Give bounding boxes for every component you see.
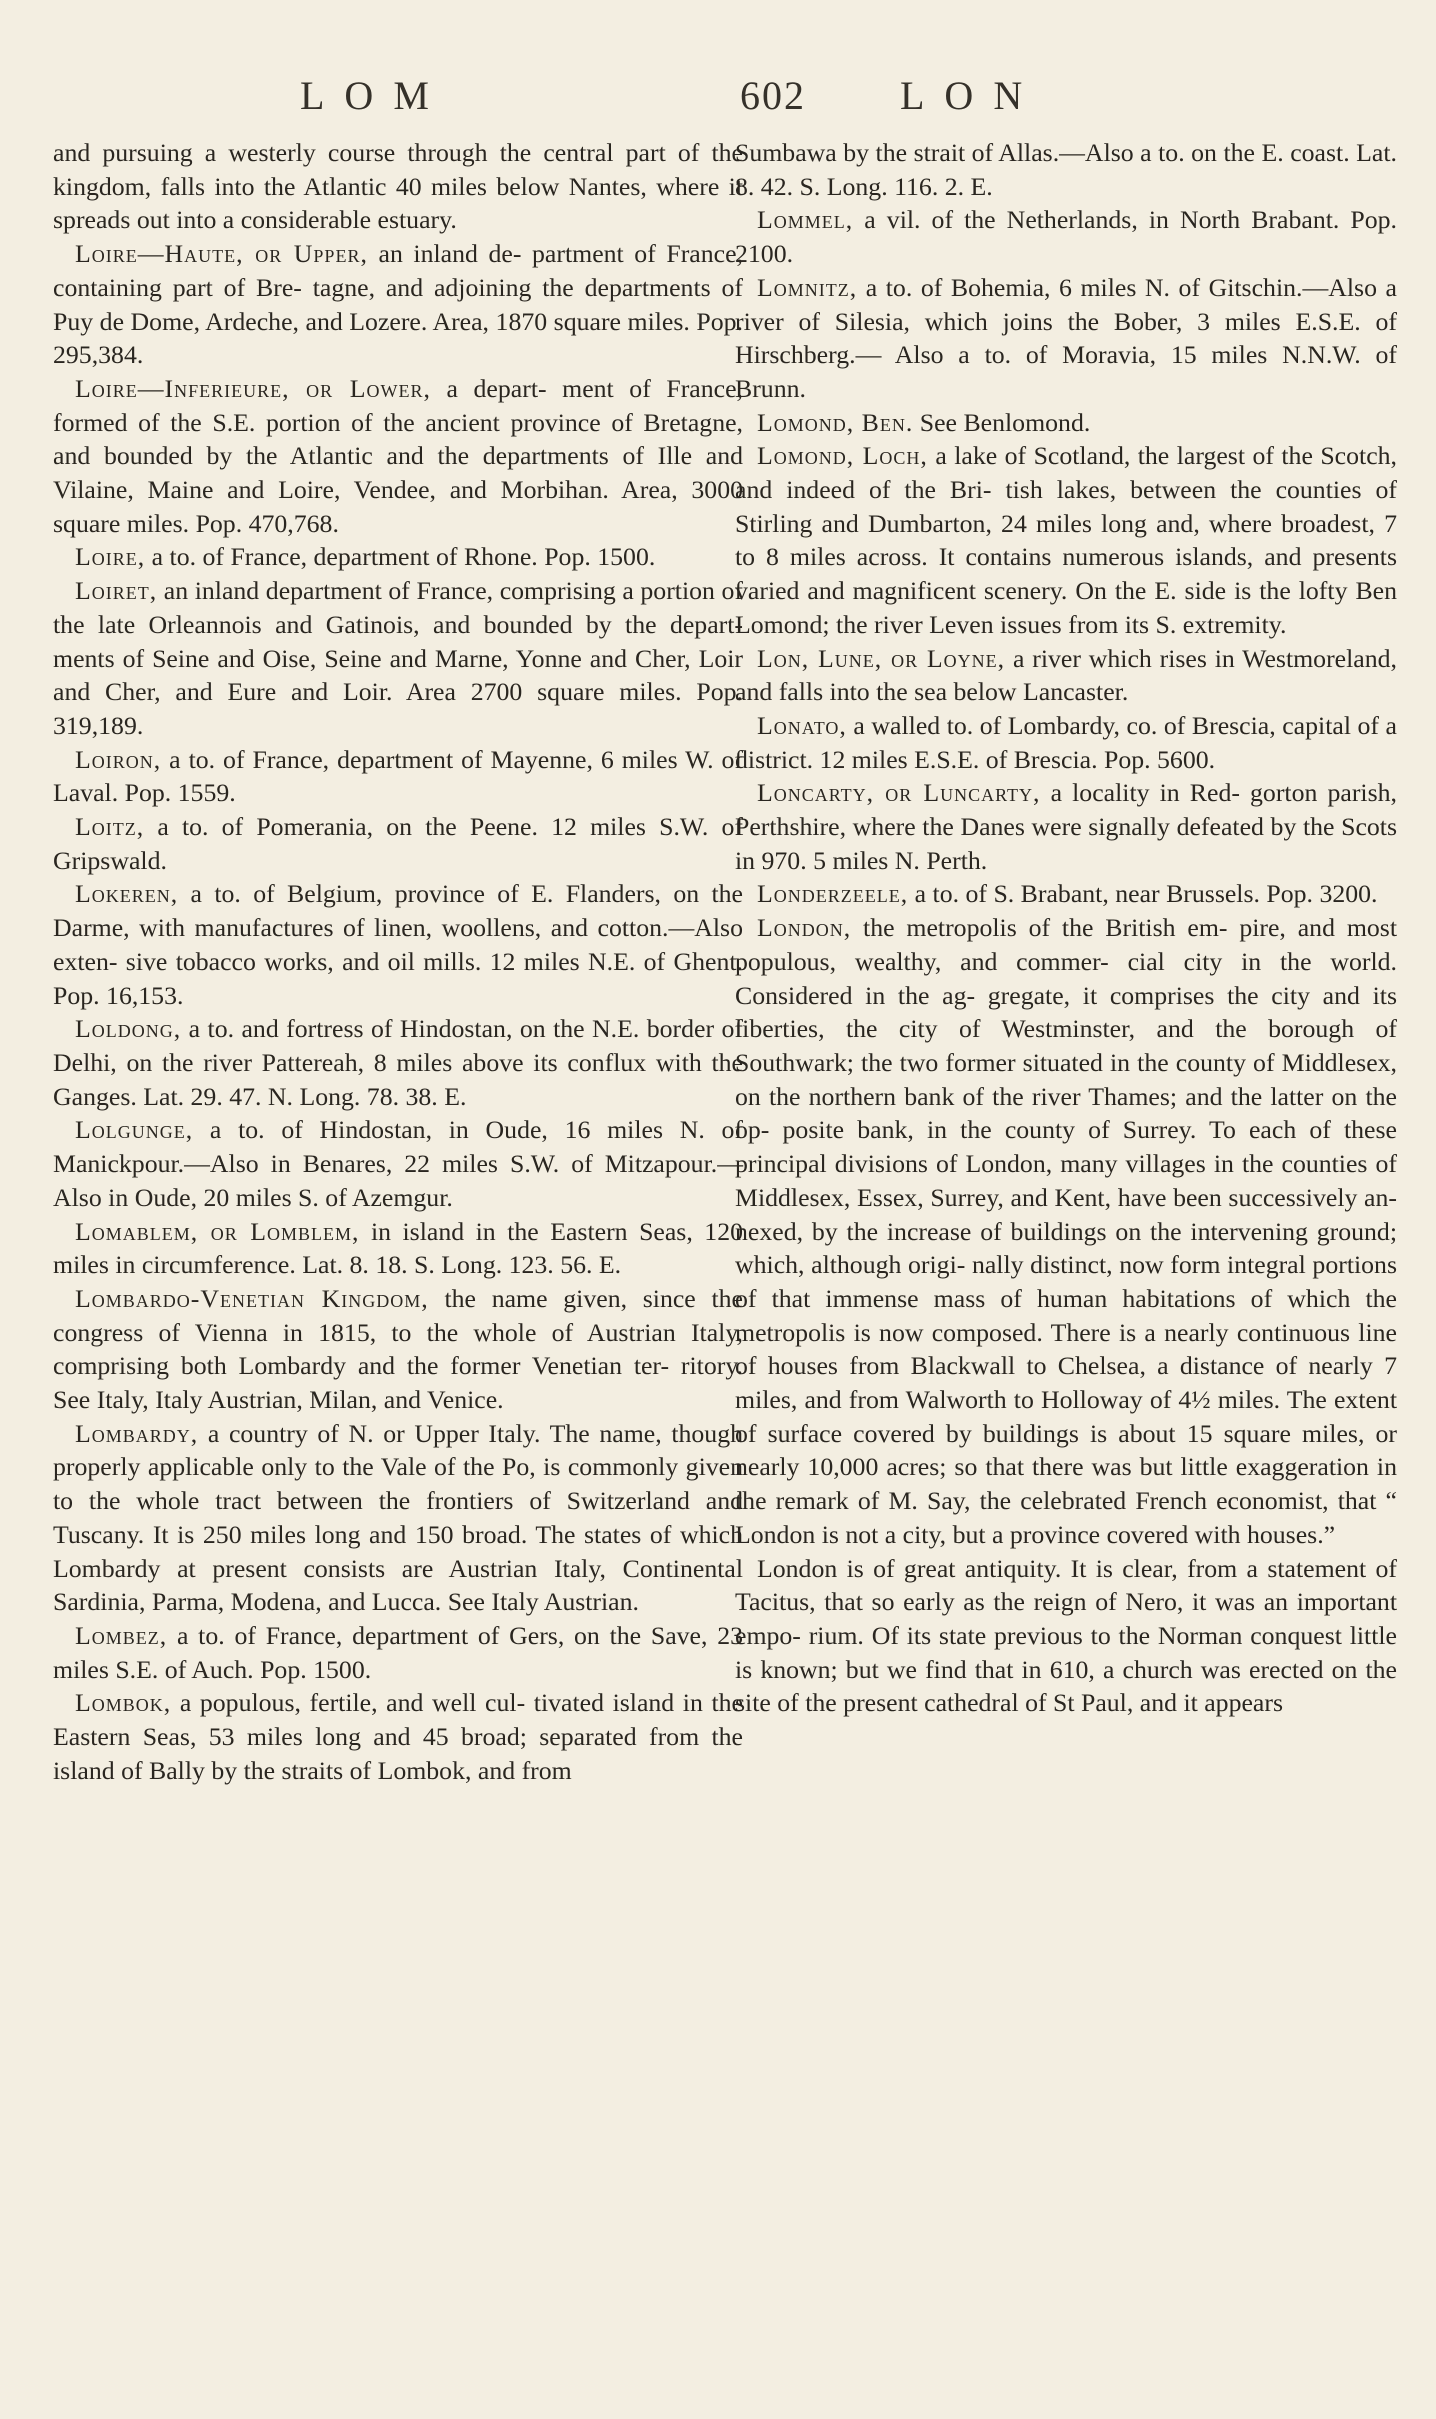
running-head-right: LON [900,73,1043,118]
dictionary-entry [53,1282,743,1417]
entry-text: London is of great antiquity. It is clear, from a statement of Tacitus, that so early as the reign of Nero, it was an important empo- rium. Of its state previous to the Norman conquest little is known; but we find that in 610, a church was erected on the site of the present cathedral of St Paul, and it appears [735,1553,1397,1718]
dictionary-entry [735,203,1397,270]
dictionary-entry [735,911,1397,1551]
entry-headword: Lommel, [757,205,854,235]
entry-headword: Loire, [75,542,146,572]
entry-text: a to. of Hindostan, in Oude, 16 miles N. of Manickpour.—Also in Benares, 22 miles S.W. of Mitzapour.—Also in Oude, 20 miles S. of Azemgur. [53,1115,743,1212]
entry-headword: Lombez, [75,1620,168,1650]
entry-text: and pursuing a westerly course through the central part of the kingdom, falls into the Atlantic 40 miles below Nantes, where it spreads out into a considerable estuary. [53,138,743,235]
entry-text: a to. of France, department of Gers, on the Save, 23 miles S.E. of Auch. Pop. 1500. [53,1620,743,1684]
entry-text: a vil. of the Netherlands, in North Brabant. Pop. 2100. [735,205,1397,269]
entry-headword: Lomnitz, [757,272,858,302]
entry-text: a river which rises in Westmoreland, and falls into the sea below Lancaster. [735,643,1397,707]
entry-text: the metropolis of the British em- pire, and most populous, wealthy, and commer- cial city in the world. Considered in the ag- gregate, it comprises the city and its liberties, the city of Westminster, and the borough of Southwark; the two former situated in the county of Middlesex, on the northern bank of the river Thames; and the latter on the op- posite bank, in the county of Surrey. To each of these principal divisions of London, many villages in the counties of Middlesex, Essex, Surrey, and Kent, have been successively an- nexed, by the increase of buildings on the intervening ground; which, although origi- nally distinct, now form integral portions of that immense mass of human habitations of which the metropolis is now composed. There is a nearly continuous line of houses from Blackwall to Chelsea, a distance of nearly 7 miles, and from Walworth to Holloway of 4½ miles. The extent of surface covered by buildings is about 15 square miles, or nearly 10,000 acres; so that there was but little exaggeration in the remark of M. Say, the celebrated French economist, that “ London is not a city, but a province covered with houses.” [735,913,1397,1549]
dictionary-entry [735,136,1397,203]
entry-headword: Loncarty, or Luncarty, [757,778,1041,808]
running-head-left: LOM [300,73,449,118]
dictionary-entry [53,574,743,743]
entry-text: in island in the Eastern Seas, 120 miles in circumference. Lat. 8. 18. S. Long. 123. 56. E. [53,1216,743,1280]
entry-text: a to. of Bohemia, 6 miles N. of Gitschin.—Also a river of Silesia, which joins the Bober, 3 miles E.S.E. of Hirschberg.— Also a to. of Moravia, 15 miles N.N.W. of Brunn. [735,272,1397,403]
dictionary-entry [735,877,1397,911]
entry-headword: Loiret, [75,576,158,606]
entry-text: a to. of Belgium, province of E. Flanders, on the Darme, with manufactures of linen, woollens, and cotton.—Also exten- sive tobacco works, and oil mills. 12 miles N.E. of Ghent. Pop. 16,153. [53,879,743,1010]
dictionary-entry [735,776,1397,877]
entry-text: a country of N. or Upper Italy. The name, though properly applicable only to the Vale of the Po, is commonly given to the whole tract between the frontiers of Switzerland and Tuscany. It is 250 miles long and 150 broad. The states of which Lombardy at present consists are Austrian Italy, Continental Sardinia, Parma, Modena, and Lucca. See Italy Austrian. [53,1418,743,1617]
dictionary-entry [53,810,743,877]
dictionary-entry [53,372,743,541]
entry-text: a to. of S. Brabant, near Brussels. Pop. 3200. [908,879,1378,909]
dictionary-entry [53,1113,743,1214]
right-column [735,136,1397,1720]
dictionary-entry [735,406,1397,440]
entry-text: See Benlomond. [913,407,1091,437]
dictionary-entry [735,1552,1397,1721]
entry-headword: Lokeren, [75,879,179,909]
entry-headword: Lomablem, or Lomblem, [75,1216,360,1246]
entry-headword: London, [757,913,852,943]
dictionary-entry [53,1686,743,1787]
entry-headword: Lon, Lune, or Loyne, [757,643,1006,673]
entry-text: a lake of Scotland, the largest of the Scotch, and indeed of the Bri- tish lakes, between the counties of Stirling and Dumbarton, 24 miles long and, where broadest, 7 to 8 miles across. It contains numerous islands, and presents varied and magnificent scenery. On the E. side is the lofty Ben Lomond; the river Leven issues from its S. extremity. [735,441,1397,639]
entry-text: an inland department of France, comprising a portion of the late Orleannois and Gatinois, and bounded by the depart- ments of Seine and Oise, Seine and Marne, Yonne and Cher, Loir and Cher, and Eure and Loir. Area 2700 square miles. Pop. 319,189. [53,576,743,740]
dictionary-entry [53,1215,743,1282]
entry-text: a depart- ment of France, formed of the S.E. portion of the ancient province of Bretagne, and bounded by the Atlantic and the departments of Ille and Vilaine, Maine and Loire, Vendee, and Morbihan. Area, 3000 square miles. Pop. 470,768. [53,373,743,538]
entry-headword: Loire—Inferieure, or Lower, [75,373,431,403]
dictionary-entry [53,743,743,810]
entry-headword: Lomond, Loch, [757,441,928,471]
running-head [300,72,1200,132]
dictionary-entry [53,136,743,237]
left-column [53,136,743,1787]
dictionary-entry [53,540,743,574]
entry-text: a locality in Red- gorton parish, Perthshire, where the Danes were signally defeated by the Scots in 970. 5 miles N. Perth. [735,778,1397,875]
entry-headword: Lombok, [75,1688,172,1718]
page-number: 602 [740,73,806,118]
dictionary-entry [735,642,1397,709]
dictionary-entry [735,439,1397,641]
entry-headword: Lombardo-Venetian Kingdom, [75,1283,429,1313]
entry-headword: Londerzeele, [757,879,909,909]
entry-text: an inland de- partment of France, containing part of Bre- tagne, and adjoining the departments of Puy de Dome, Ardeche, and Lozere. Area, 1870 square miles. Pop. 295,384. [53,239,743,370]
dictionary-entry [735,271,1397,406]
dictionary-entry [735,709,1397,776]
dictionary-entry [53,237,743,372]
entry-headword: Lolgunge, [75,1115,194,1145]
entry-headword: Loiron, [75,744,162,774]
entry-headword: Lombardy, [75,1418,199,1448]
dictionary-entry [53,1417,743,1619]
entry-text: a to. of Pomerania, on the Peene. 12 miles S.W. of Gripswald. [53,812,743,875]
dictionary-entry [53,1012,743,1113]
entry-headword: Lomond, Ben. [757,407,914,437]
entry-text: Sumbawa by the strait of Allas.—Also a to. on the E. coast. Lat. 8. 42. S. Long. 116. 2. E. [735,138,1397,201]
entry-text: the name given, since the congress of Vienna in 1815, to the whole of Austrian Italy, comprising both Lombardy and the former Venetian ter- ritory. See Italy, Italy Austrian, Milan, and Venice. [53,1283,743,1415]
dictionary-entry [53,877,743,1012]
dictionary-entry [53,1619,743,1686]
entry-headword: Loldong, [75,1014,182,1044]
entry-headword: Lonato, [757,710,847,740]
entry-headword: Loitz, [75,812,145,842]
entry-text: a to. of France, department of Rhone. Pop. 1500. [145,542,656,572]
entry-text: a to. of France, department of Mayenne, 6 miles W. of Laval. Pop. 1559. [53,744,743,808]
entry-text: a walled to. of Lombardy, co. of Brescia, capital of a district. 12 miles E.S.E. of Brescia. Pop. 5600. [735,710,1397,774]
entry-text: a to. and fortress of Hindostan, on the N.E. border of Delhi, on the river Pattereah, 8 miles above its conflux with the Ganges. Lat. 29. 47. N. Long. 78. 38. E. [53,1014,743,1111]
entry-text: a populous, fertile, and well cul- tivated island in the Eastern Seas, 53 miles long and 45 broad; separated from the island of Bally by the straits of Lombok, and from [53,1688,743,1785]
entry-headword: Loire—Haute, or Upper, [75,239,368,269]
